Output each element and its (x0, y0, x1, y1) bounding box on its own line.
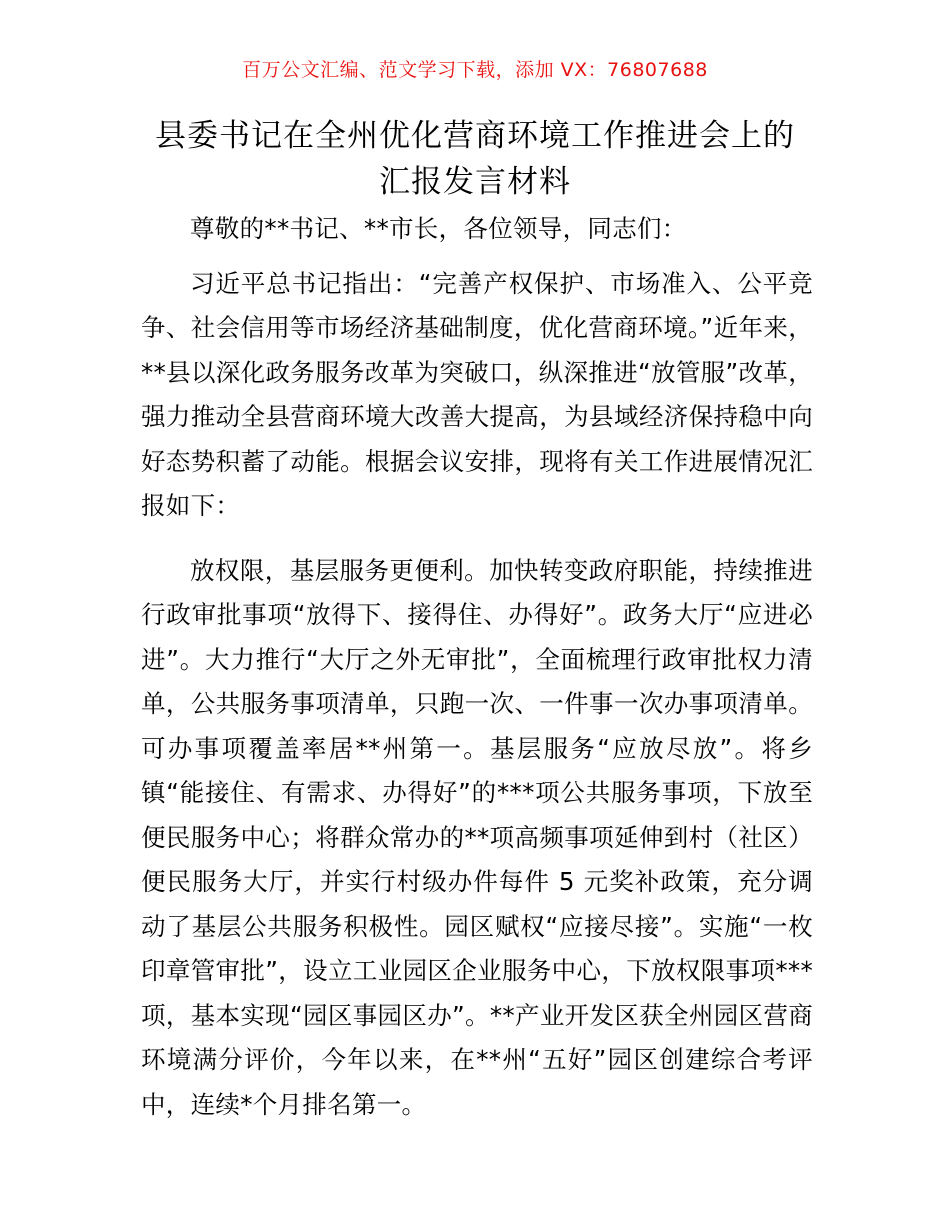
paragraph-intro: 习近平总书记指出：“完善产权保护、市场准入、公平竞争、社会信用等市场经济基础制度，优化营商环境。”近年来，**县以深化政务服务改革为突破口，纵深推进“放管服”改革，强力推动全县营商环境大改善大提高，为县域经济保持稳中向好态势积蓄了动能。根据会议安排，现将有关工作进展情况汇报如下： (141, 268, 813, 520)
document-body (141, 207, 813, 1127)
salutation: 尊敬的**书记、**市长，各位领导，同志们： (190, 214, 687, 243)
paragraph-decentralization: 放权限，基层服务更便利。加快转变政府职能，持续推进行政审批事项“放得下、接得住、办得好”。政务大厅“应进必进”。大力推行“大厅之外无审批”，全面梳理行政审批权力清单，公共服务事项清单，只跑一次、一件事一次办事项清单。可办事项覆盖率居**州第一。基层服务“应放尽放”。将乡镇“能接住、有需求、办得好”的***项公共服务事项，下放至便民服务中心；将群众常办的**项高频事项延伸到村（社区）便民服务大厅，并实行村级办件每件 5 元奖补政策，充分调动了基层公共服务积极性。园区赋权“应接尽接”。实施“一枚印章管审批”，设立工业园区企业服务中心，下放权限事项***项，基本实现“园区事园区办”。**产业开发区获全州园区营商环境满分评价，今年以来，在**州“五好”园区创建综合考评中，连续*个月排名第一。 (141, 555, 813, 1119)
title-line-1: 县委书记在全州优化营商环境工作推进会上的 (155, 118, 795, 154)
title-line-2: 汇报发言材料 (379, 164, 571, 200)
document-title (120, 113, 830, 205)
header-promo-note: 百万公文汇编、范文学习下载，添加 VX：76807688 (242, 59, 708, 81)
